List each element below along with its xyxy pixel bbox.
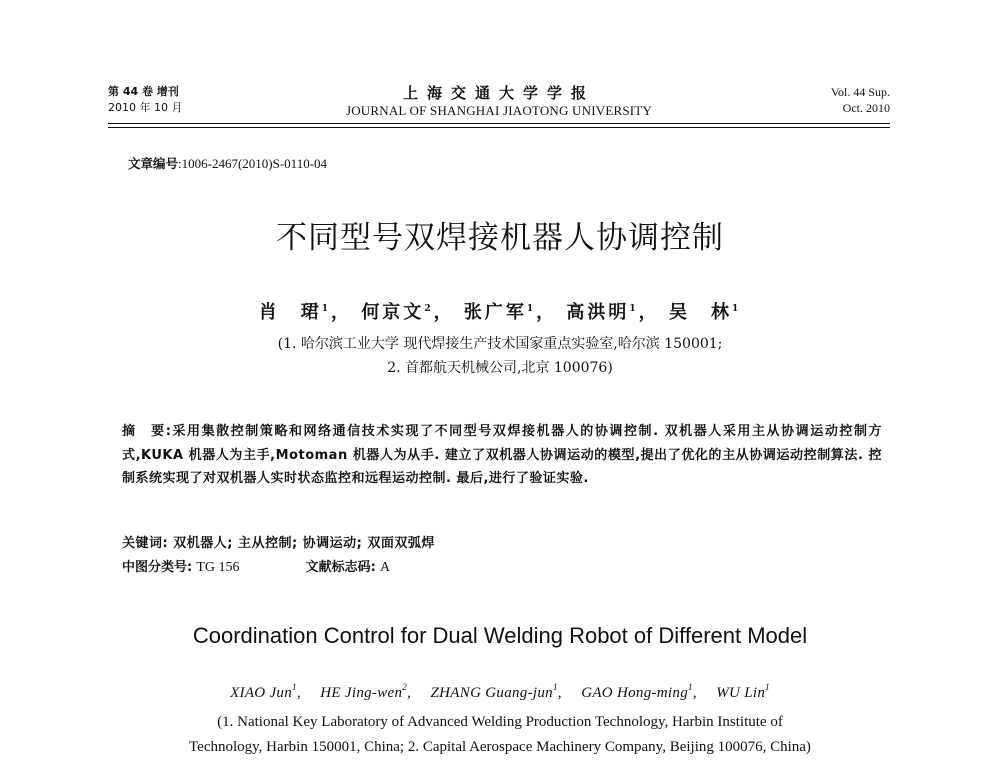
- author-en: GAO Hong-ming$^1$,: [581, 682, 713, 701]
- author-cn: 何京文$^2$，: [361, 302, 455, 323]
- doc-code-label: 文献标志码:: [305, 560, 376, 575]
- affiliation-en-line2: Technology, Harbin 150001, China; 2. Capital Aerospace Machinery Company, Beijing 100076, China): [189, 739, 811, 755]
- article-number: [128, 154, 327, 172]
- volume-line: 第 44 卷 增刊: [108, 85, 179, 98]
- author-en: XIAO Jun$^1$,: [230, 682, 317, 701]
- paper-title-cn: 不同型号双焊接机器人协调控制: [276, 220, 724, 256]
- date-line-en: Oct. 2010: [842, 101, 890, 115]
- affiliation-cn-line2: 2. 首都航天机械公司,北京 100076): [387, 360, 613, 376]
- journal-name-en: JOURNAL OF SHANGHAI JIAOTONG UNIVERSITY: [345, 103, 653, 118]
- volume-line-en: Vol. 44 Sup.: [830, 85, 890, 99]
- journal-header: [108, 84, 890, 120]
- affiliation-en: [0, 710, 1000, 760]
- author-en: WU Lin$^1$: [716, 682, 770, 701]
- article-number-label: 文章编号: [128, 156, 179, 171]
- authors-en: [0, 681, 1000, 702]
- journal-name-cn: 上海交通大学学报: [402, 84, 595, 102]
- affiliation-cn-line1: (1. 哈尔滨工业大学 现代焊接生产技术国家重点实验室,哈尔滨 150001;: [277, 336, 723, 352]
- journal-name: [108, 84, 890, 119]
- keywords-text: 双机器人; 主从控制; 协调运动; 双面双弧焊: [173, 536, 435, 551]
- author-en: ZHANG Guang-jun$^1$,: [430, 682, 578, 701]
- author-cn: 高洪明$^1$，: [566, 302, 660, 323]
- header-rule-thin: [108, 127, 890, 128]
- issue-info-en: [831, 84, 890, 116]
- author-cn: 张广军$^1$，: [463, 302, 558, 323]
- author-en: HE Jing-wen$^2$,: [320, 682, 427, 701]
- classification: [122, 556, 452, 576]
- abstract-text: 采用集散控制策略和网络通信技术实现了不同型号双焊接机器人的协调控制. 双机器人采用主从协调运动控制方式,KUKA 机器人为主手,Motoman 机器人为从手. 建立了双机器人协调运动的模型,提出了优化的主从协调运动控制算法. 控制系统实现了对双机器人实时状态监控和远程运动控制. 最后,进行了验证实验.: [122, 424, 883, 486]
- article-number-value: :1006-2467(2010)S-0110-04: [178, 156, 328, 171]
- authors-cn: [0, 298, 1000, 324]
- doc-code-value: A: [380, 560, 391, 575]
- abstract: [122, 420, 882, 491]
- affiliation-en-line1: (1. National Key Laboratory of Advanced Welding Production Technology, Harbin Institute of: [217, 714, 783, 730]
- keywords: [122, 532, 435, 551]
- author-cn: 肖 珺$^1$，: [258, 302, 353, 323]
- keywords-label: 关键词:: [122, 536, 169, 551]
- clc-value: TG 156: [196, 560, 240, 575]
- paper-title-en: Coordination Control for Dual Welding Robot of Different Model: [192, 623, 808, 648]
- abstract-label: 摘 要:: [122, 424, 172, 439]
- affiliation-cn: [0, 332, 1000, 380]
- author-cn: 吴 林$^1$: [668, 302, 742, 323]
- date-line: 2010 年 10 月: [108, 101, 183, 114]
- header-rule-thick: [108, 123, 890, 124]
- clc-label: 中图分类号:: [122, 560, 193, 575]
